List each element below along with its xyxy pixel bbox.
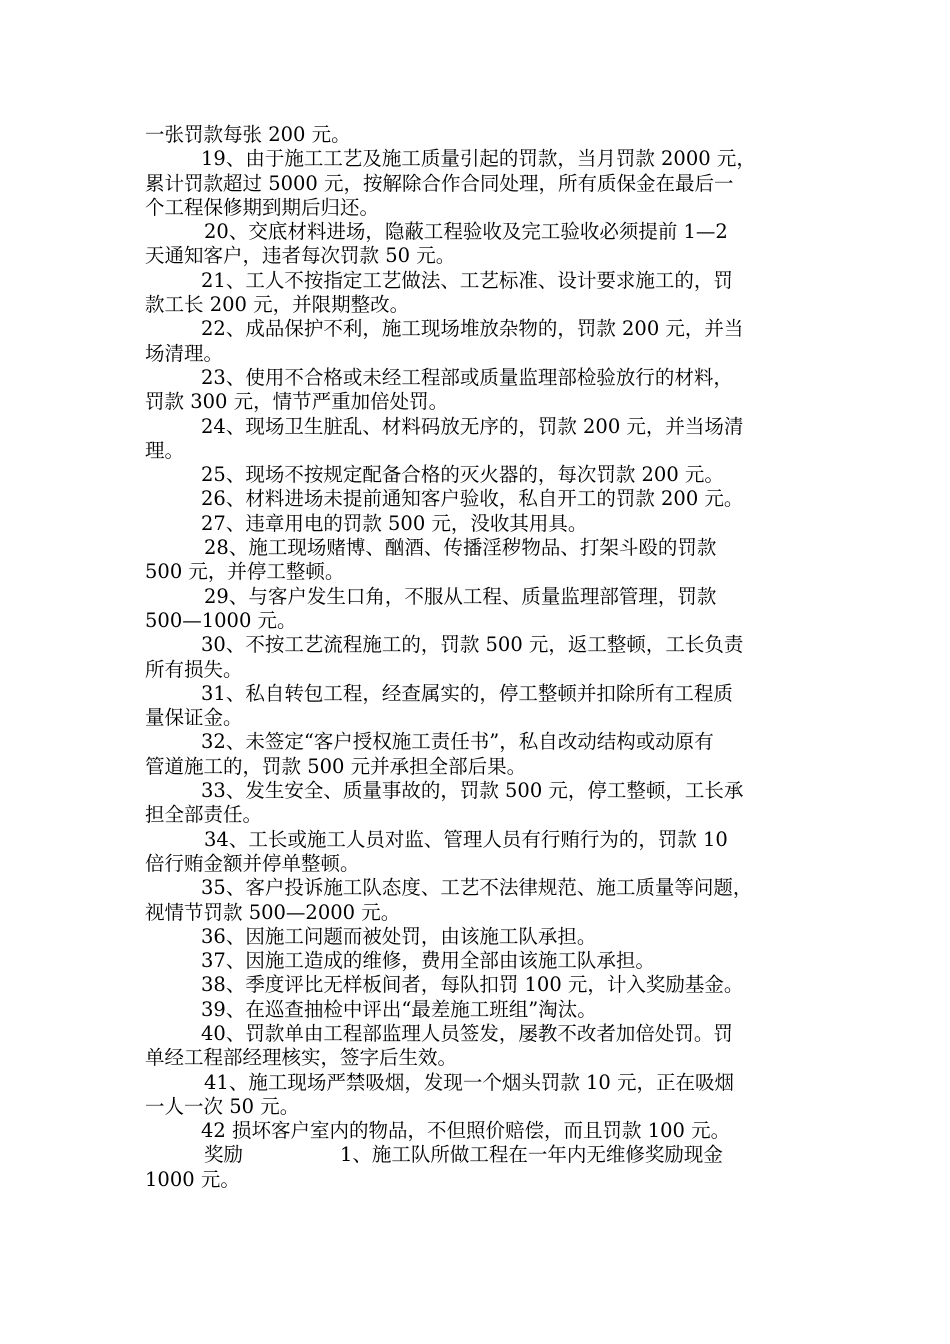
text-line: 500 元，并停工整顿。: [145, 560, 345, 584]
text-line: 42 损坏客户室内的物品，不但照价赔偿，而且罚款 100 元。: [201, 1119, 731, 1143]
text-line: 36、因施工问题而被处罚，由该施工队承担。: [201, 924, 597, 948]
text-line: 量保证金。: [145, 706, 243, 730]
text-line: 30、不按工艺流程施工的，罚款 500 元，返工整顿，工长负责: [201, 633, 744, 657]
reward-heading-line: [145, 1143, 815, 1167]
text-line: 累计罚款超过 5000 元，按解除合作合同处理，所有质保金在最后一: [145, 171, 734, 195]
reward-label: 奖励: [204, 1143, 244, 1167]
text-line: 41、施工现场严禁吸烟，发现一个烟头罚款 10 元，正在吸烟: [204, 1070, 735, 1094]
text-line: 35、客户投诉施工队态度、工艺不法律规范、施工质量等问题，: [201, 876, 753, 900]
text-line: 个工程保修期到期后归还。: [145, 195, 380, 219]
text-line: 22、成品保护不利，施工现场堆放杂物的，罚款 200 元，并当: [201, 317, 744, 341]
text-line: 40、罚款单由工程部监理人员签发，屡教不改者加倍处罚。罚: [201, 1021, 733, 1045]
text-line: 37、因施工造成的维修，费用全部由该施工队承担。: [201, 949, 655, 973]
text-line: 所有损失。: [145, 657, 243, 681]
text-line: 23、使用不合格或未经工程部或质量监理部检验放行的材料，: [201, 365, 733, 389]
text-line: 38、季度评比无样板间者，每队扣罚 100 元，计入奖励基金。: [201, 973, 744, 997]
text-line: 34、工长或施工人员对监、管理人员有行贿行为的，罚款 10: [204, 827, 728, 851]
text-line: 单经工程部经理核实，签字后生效。: [145, 1046, 458, 1070]
text-line: 26、材料进场未提前通知客户验收，私自开工的罚款 200 元。: [201, 487, 744, 511]
text-line: 21、工人不按指定工艺做法、工艺标准、设计要求施工的，罚: [201, 268, 733, 292]
penalty-clauses: [145, 123, 815, 1143]
text-line: 倍行贿金额并停单整顿。: [145, 851, 360, 875]
text-line: 19、由于施工工艺及施工质量引起的罚款，当月罚款 2000 元，: [201, 147, 756, 171]
text-line: 天通知客户，违者每次罚款 50 元。: [145, 244, 456, 268]
text-line: 29、与客户发生口角，不服从工程、质量监理部管理，罚款: [204, 584, 717, 608]
text-line: 一人一次 50 元。: [145, 1094, 300, 1118]
text-line: 一张罚款每张 200 元。: [145, 123, 351, 146]
text-line: 25、现场不按规定配备合格的灭火器的，每次罚款 200 元。: [201, 463, 724, 487]
text-line: 27、违章用电的罚款 500 元，没收其用具。: [201, 511, 588, 535]
text-line: 33、发生安全、质量事故的，罚款 500 元，停工整顿，工长承: [201, 779, 744, 803]
text-line: 39、在巡查抽检中评出“最差施工班组”淘汰。: [201, 997, 597, 1021]
text-line: 视情节罚款 500—2000 元。: [145, 900, 401, 924]
text-line: 32、未签定“客户授权施工责任书”，私自改动结构或动原有: [201, 730, 714, 754]
text-line: 理。: [145, 438, 185, 462]
text-line: 31、私自转包工程，经查属实的，停工整顿并扣除所有工程质: [201, 681, 733, 705]
text-line: 500—1000 元。: [145, 608, 297, 632]
reward-item-1-continued: 1000 元。: [145, 1167, 240, 1191]
document-body: [145, 123, 815, 1192]
text-line: 罚款 300 元，情节严重加倍处罚。: [145, 390, 449, 414]
text-line: 20、交底材料进场，隐蔽工程验收及完工验收必须提前 1—2: [204, 220, 728, 244]
text-line: 24、现场卫生脏乱、材料码放无序的，罚款 200 元，并当场清: [201, 414, 744, 438]
text-line: 28、施工现场赌博、酗酒、传播淫秽物品、打架斗殴的罚款: [204, 536, 717, 560]
reward-item-1: 1、施工队所做工程在一年内无维修奖励现金: [340, 1143, 723, 1167]
text-line: 场清理。: [145, 341, 224, 365]
text-line: 担全部责任。: [145, 803, 263, 827]
text-line: 管道施工的，罚款 500 元并承担全部后果。: [145, 754, 527, 778]
text-line: 款工长 200 元，并限期整改。: [145, 293, 410, 317]
